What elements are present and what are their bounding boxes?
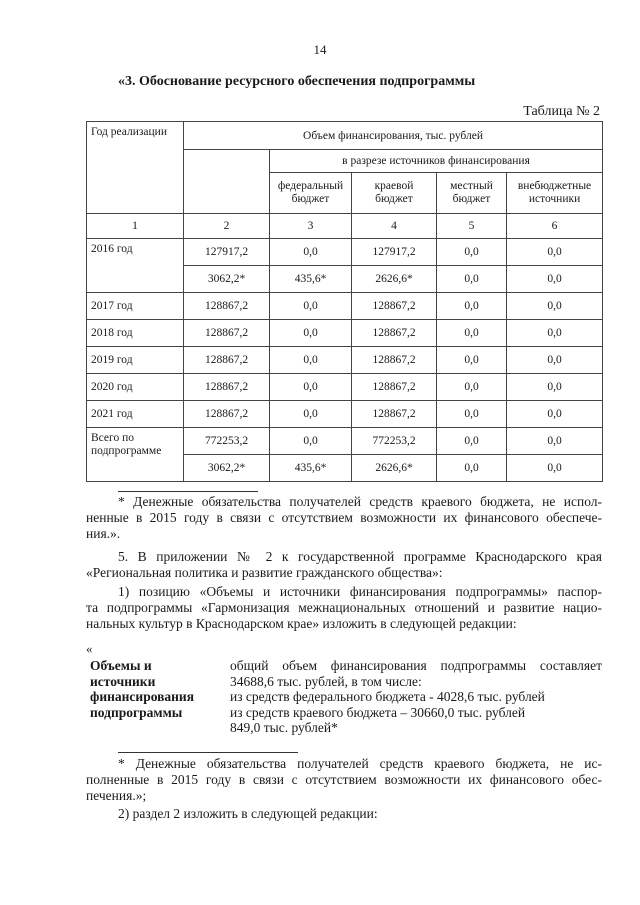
cell-local: 0,0 [437, 347, 507, 374]
row-year: 2016 год [87, 239, 184, 293]
table-label: Таблица № 2 [523, 104, 600, 119]
column-number: 6 [507, 214, 603, 239]
cell-nonbudget: 0,0 [507, 320, 603, 347]
table-header-row [87, 122, 603, 150]
section-heading: «3. Обоснование ресурсного обеспечения подпрограммы [118, 74, 476, 89]
footnote-line: печения.»; [86, 788, 147, 803]
passport-value-line: 849,0 тыс. рублей* [230, 720, 338, 735]
passport-value-line: из средств краевого бюджета – 30660,0 тыс. рублей [230, 704, 526, 720]
column-number-row [87, 214, 603, 239]
table-row [87, 401, 603, 428]
passport-value-line: из средств федерального бюджета - 4028,6 тыс. рублей [230, 689, 545, 704]
cell-local: 0,0 [437, 239, 507, 266]
cell-federal: 0,0 [270, 374, 352, 401]
cell-nonbudget: 0,0 [507, 266, 603, 293]
cell-regional: 128867,2 [352, 401, 437, 428]
cell-total: 128867,2 [184, 293, 270, 320]
column-number: 2 [184, 214, 270, 239]
cell-nonbudget: 0,0 [507, 239, 603, 266]
footnote-separator [118, 752, 298, 753]
cell-nonbudget: 0,0 [507, 293, 603, 320]
table-row [87, 347, 603, 374]
cell-total: 3062,2* [184, 266, 270, 293]
paragraph-item-1 [86, 584, 602, 632]
paragraph-line: «Региональная политика и развитие гражданского общества»: [86, 565, 443, 580]
cell-regional: 2626,6* [352, 455, 437, 482]
cell-local: 0,0 [437, 266, 507, 293]
passport-label-line: Объемы и [90, 658, 152, 673]
page-number: 14 [313, 42, 327, 57]
column-number: 5 [437, 214, 507, 239]
cell-regional: 128867,2 [352, 320, 437, 347]
cell-regional: 128867,2 [352, 374, 437, 401]
paragraph-line: та подпрограммы «Гармонизация межнациональных отношений и развитие нацио- [86, 600, 602, 615]
paragraph-item-2: 2) раздел 2 изложить в следующей редакции: [118, 806, 378, 821]
footnote-line: ненные в 2015 году в связи с отсутствием возможности их финансового обеспече- [86, 510, 602, 525]
passport-label-line: подпрограммы [90, 704, 183, 720]
table-row [87, 293, 603, 320]
passport-label-line: источники [90, 673, 156, 689]
header-regional: краевой бюджет [352, 173, 437, 214]
financing-table [86, 121, 603, 482]
table-row [87, 374, 603, 401]
cell-federal: 0,0 [270, 428, 352, 455]
cell-total: 127917,2 [184, 239, 270, 266]
cell-nonbudget: 0,0 [507, 455, 603, 482]
table-row [87, 320, 603, 347]
cell-federal: 435,6* [270, 266, 352, 293]
cell-local: 0,0 [437, 293, 507, 320]
cell-regional: 128867,2 [352, 347, 437, 374]
cell-nonbudget: 0,0 [507, 401, 603, 428]
cell-local: 0,0 [437, 320, 507, 347]
cell-federal: 0,0 [270, 401, 352, 428]
paragraph-5 [86, 549, 602, 581]
cell-total: 128867,2 [184, 320, 270, 347]
passport-value [230, 658, 602, 736]
row-year: Всего по подпрограмме [87, 428, 184, 482]
column-number: 1 [87, 214, 184, 239]
footnote-separator [118, 491, 258, 492]
cell-nonbudget: 0,0 [507, 347, 603, 374]
cell-regional: 127917,2 [352, 239, 437, 266]
cell-nonbudget: 0,0 [507, 374, 603, 401]
row-year: 2018 год [87, 320, 184, 347]
cell-local: 0,0 [437, 374, 507, 401]
paragraph-line: 1) позицию «Объемы и источники финансирования подпрограммы» паспор- [118, 584, 602, 599]
row-year: 2020 год [87, 374, 184, 401]
cell-nonbudget: 0,0 [507, 428, 603, 455]
cell-regional: 128867,2 [352, 293, 437, 320]
column-number: 3 [270, 214, 352, 239]
cell-total: 128867,2 [184, 347, 270, 374]
header-volume: Объем финансирования, тыс. рублей [184, 122, 603, 150]
header-sources: в разрезе источников финансирования [270, 150, 603, 173]
cell-total: 128867,2 [184, 374, 270, 401]
footnote-1 [86, 494, 602, 542]
passport-label [90, 658, 230, 720]
cell-federal: 0,0 [270, 293, 352, 320]
header-local: местный бюджет [437, 173, 507, 214]
header-year: Год реализации [87, 122, 184, 214]
cell-total: 128867,2 [184, 401, 270, 428]
cell-local: 0,0 [437, 455, 507, 482]
footnote-line: * Денежные обязательства получателей средств краевого бюджета, не ис- [118, 756, 602, 771]
cell-federal: 0,0 [270, 239, 352, 266]
cell-regional: 772253,2 [352, 428, 437, 455]
cell-federal: 435,6* [270, 455, 352, 482]
row-year: 2019 год [87, 347, 184, 374]
cell-total: 3062,2* [184, 455, 270, 482]
passport-value-line: 34688,6 тыс. рублей, в том числе: [230, 673, 422, 689]
table-row [87, 239, 603, 266]
cell-federal: 0,0 [270, 347, 352, 374]
cell-regional: 2626,6* [352, 266, 437, 293]
cell-local: 0,0 [437, 428, 507, 455]
cell-local: 0,0 [437, 401, 507, 428]
paragraph-line: нальных культур в Краснодарском крае» изложить в следующей редакции: [86, 616, 517, 631]
footnote-line: полненные в 2015 году в связи с отсутствием возможности их финансового обес- [86, 772, 602, 787]
passport-label-line: финансирования [90, 689, 195, 704]
paragraph-line: 5. В приложении № 2 к государственной программе Краснодарского края [118, 549, 602, 564]
header-nonbudget: внебюджетные источники [507, 173, 603, 214]
header-spacer [184, 150, 270, 214]
row-year: 2017 год [87, 293, 184, 320]
cell-federal: 0,0 [270, 320, 352, 347]
column-number: 4 [352, 214, 437, 239]
footnote-line: * Денежные обязательства получателей средств краевого бюджета, не испол- [118, 494, 602, 509]
footnote-line: ния.». [86, 526, 121, 541]
cell-total: 772253,2 [184, 428, 270, 455]
footnote-2 [86, 756, 602, 804]
table-row [87, 428, 603, 455]
header-federal: федеральный бюджет [270, 173, 352, 214]
row-year: 2021 год [87, 401, 184, 428]
passport-value-line: общий объем финансирования подпрограммы составляет [230, 658, 602, 673]
quote-open: « [86, 641, 93, 656]
